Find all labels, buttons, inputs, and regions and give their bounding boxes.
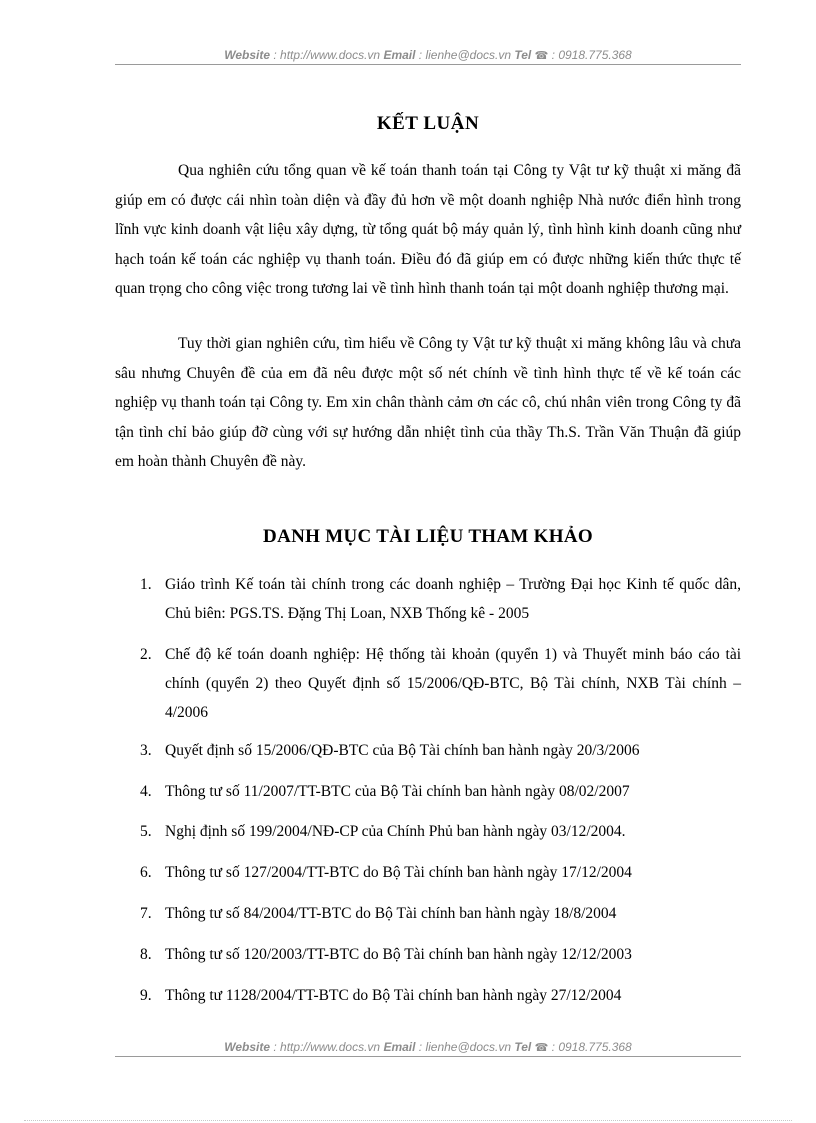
reference-number: 9. bbox=[140, 987, 152, 1004]
tel-label: Tel bbox=[514, 48, 532, 62]
tel-value: : 0918.775.368 bbox=[548, 48, 632, 62]
email-label: Email bbox=[383, 1040, 416, 1054]
reference-item bbox=[140, 736, 741, 765]
tel-value: : 0918.775.368 bbox=[548, 1040, 632, 1054]
reference-text: Chế độ kế toán doanh nghiệp: Hệ thống tài khoản (quyển 1) và Thuyết minh báo cáo tài chính (quyển 2) theo Quyết định số 15/2006/QĐ-BTC, Bộ Tài chính, NXB Tài chính – 4/2006 bbox=[165, 646, 741, 721]
conclusion-paragraph-2: Tuy thời gian nghiên cứu, tìm hiểu về Công ty Vật tư kỹ thuật xi măng không lâu và chưa sâu nhưng Chuyên đề của em đã nêu được một số nét chính về tình hình thực tế về kế toán các nghiệp vụ thanh toán tại Công ty. Em xin chân thành cảm ơn các cô, chú nhân viên trong Công ty đã tận tình chỉ bảo giúp đỡ cùng với sự hướng dẫn nhiệt tình của thầy Th.S. Trần Văn Thuận đã giúp em hoàn thành Chuyên đề này. bbox=[115, 335, 741, 470]
phone-icon: ☎ bbox=[534, 50, 549, 62]
website-link[interactable]: : http://www.docs.vn bbox=[270, 1040, 384, 1054]
reference-item bbox=[140, 940, 741, 969]
reference-number: 2. bbox=[140, 646, 152, 663]
reference-text: Thông tư số 84/2004/TT-BTC do Bộ Tài chính ban hành ngày 18/8/2004 bbox=[165, 905, 617, 922]
reference-number: 3. bbox=[140, 742, 152, 759]
reference-item bbox=[140, 777, 741, 806]
reference-number: 6. bbox=[140, 864, 152, 881]
reference-text: Thông tư 1128/2004/TT-BTC do Bộ Tài chính ban hành ngày 27/12/2004 bbox=[165, 987, 622, 1004]
reference-text: Quyết định số 15/2006/QĐ-BTC của Bộ Tài chính ban hành ngày 20/3/2006 bbox=[165, 742, 640, 759]
page-header bbox=[115, 48, 741, 65]
reference-number: 1. bbox=[140, 576, 152, 593]
reference-item bbox=[140, 858, 741, 887]
website-link[interactable]: : http://www.docs.vn bbox=[270, 48, 384, 62]
reference-item bbox=[140, 640, 741, 727]
reference-number: 7. bbox=[140, 905, 152, 922]
reference-text: Thông tư số 120/2003/TT-BTC do Bộ Tài chính ban hành ngày 12/12/2003 bbox=[165, 946, 632, 963]
reference-text: Giáo trình Kế toán tài chính trong các doanh nghiệp – Trường Đại học Kinh tế quốc dân, Chủ biên: PGS.TS. Đặng Thị Loan, NXB Thống kê - 2005 bbox=[165, 576, 741, 622]
conclusion-paragraph-1: Qua nghiên cứu tổng quan về kế toán thanh toán tại Công ty Vật tư kỹ thuật xi măng đã giúp em có được cái nhìn toàn diện và đầy đủ hơn về một doanh nghiệp Nhà nước điển hình trong lĩnh vực kinh doanh vật liệu xây dựng, từ tổng quát bộ máy quản lý, tình hình kinh doanh cũng như hạch toán kế toán các nghiệp vụ thanh toán. Điều đó đã giúp em có được những kiến thức thực tế quan trọng cho công việc trong tương lai về tình hình thanh toán tại một doanh nghiệp thương mại. bbox=[115, 162, 741, 297]
reference-number: 4. bbox=[140, 783, 152, 800]
tel-label: Tel bbox=[514, 1040, 532, 1054]
reference-item bbox=[140, 570, 741, 628]
page-footer bbox=[115, 1040, 741, 1057]
reference-number: 5. bbox=[140, 823, 152, 840]
email-link[interactable]: : lienhe@docs.vn bbox=[415, 1040, 515, 1054]
reference-text: Thông tư số 11/2007/TT-BTC của Bộ Tài chính ban hành ngày 08/02/2007 bbox=[165, 783, 630, 800]
email-label: Email bbox=[383, 48, 416, 62]
reference-item bbox=[140, 981, 741, 1010]
reference-item bbox=[140, 817, 741, 846]
reference-item bbox=[140, 899, 741, 928]
page-bottom-divider bbox=[24, 1120, 792, 1121]
website-label: Website bbox=[224, 1040, 271, 1054]
website-label: Website bbox=[224, 48, 271, 62]
phone-icon: ☎ bbox=[534, 1042, 549, 1054]
reference-text: Nghị định số 199/2004/NĐ-CP của Chính Phủ ban hành ngày 03/12/2004. bbox=[165, 823, 626, 840]
email-link[interactable]: : lienhe@docs.vn bbox=[415, 48, 515, 62]
conclusion-title: KẾT LUẬN bbox=[376, 113, 480, 134]
references-title: DANH MỤC TÀI LIỆU THAM KHẢO bbox=[263, 526, 593, 547]
reference-number: 8. bbox=[140, 946, 152, 963]
reference-text: Thông tư số 127/2004/TT-BTC do Bộ Tài chính ban hành ngày 17/12/2004 bbox=[165, 864, 632, 881]
